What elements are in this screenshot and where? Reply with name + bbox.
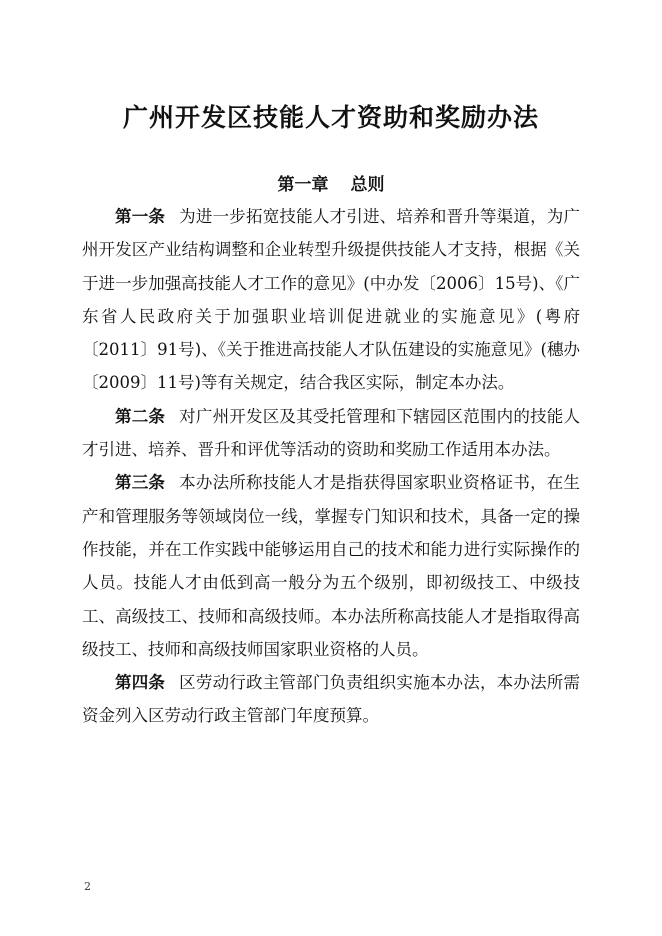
page-number: 2 (84, 880, 91, 893)
document-body (82, 200, 580, 733)
chapter-heading (0, 170, 662, 195)
article-1 (82, 200, 580, 400)
article-2 (82, 400, 580, 467)
chapter-number: 第一章 (277, 175, 329, 195)
article-text: 本办法所称技能人才是指获得国家职业资格证书，在生产和管理服务等领域岗位一线，掌握专门知识和技术，具备一定的操作技能，并在工作实践中能够运用自己的技术和能力进行实际操作的人员。技能人才由低到高一般分为五个级别，即初级技工、中级技工、高级技工、技师和高级技师。本办法所称高技能人才是指取得高级技工、技师和高级技师国家职业资格的人员。 (82, 473, 581, 659)
article-label: 第一条 (115, 207, 166, 226)
article-4 (82, 666, 580, 733)
chapter-name: 总则 (350, 175, 385, 195)
document-title: 广州开发区技能人才资助和奖励办法 (122, 103, 539, 132)
article-label: 第二条 (115, 406, 166, 426)
article-label: 第三条 (115, 473, 166, 493)
article-text: 为进一步拓宽技能人才引进、培养和晋升等渠道，为广州开发区产业结构调整和企业转型升级提供技能人才支持，根据《关于进一步加强高技能人才工作的意见》(中办发〔2006〕15号)、《广东省人民政府关于加强职业培训促进就业的实施意见》(粤府〔2011〕91号)、《关于推进高技能人才队伍建设的实施意见》(穗办〔2009〕11号)等有关规定，结合我区实际，制定本办法。 (82, 207, 581, 393)
article-label: 第四条 (115, 673, 166, 693)
article-text: 区劳动行政主管部门负责组织实施本办法，本办法所需资金列入区劳动行政主管部门年度预算。 (82, 673, 581, 726)
article-text: 对广州开发区及其受托管理和下辖园区范围内的技能人才引进、培养、晋升和评优等活动的资助和奖励工作适用本办法。 (82, 406, 581, 460)
article-3 (82, 466, 580, 666)
